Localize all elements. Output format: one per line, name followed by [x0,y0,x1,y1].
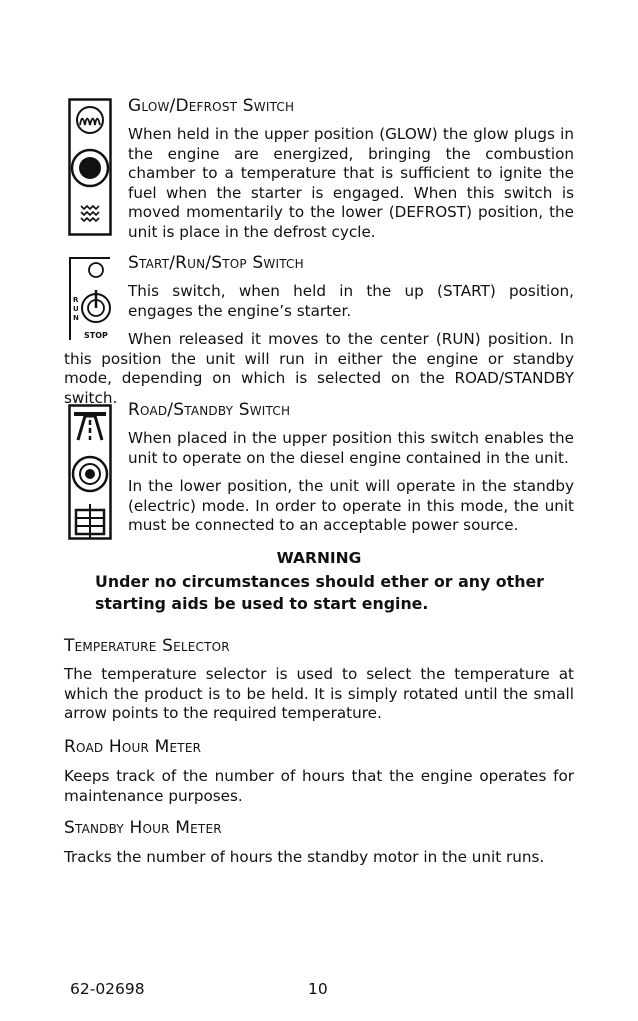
road-hour-meter-body: Keeps track of the number of hours that the engine operates for maintenance purposes. [64,767,574,805]
glow-defrost-switch-icon [68,98,112,236]
page-number: 10 [308,980,328,998]
start-run-stop-body-1: This switch, when held in the up (START) position, engages the engine’s starter. [128,282,574,320]
svg-text:STOP: STOP [84,331,108,340]
document-number: 62-02698 [70,980,145,998]
svg-text:U: U [73,305,79,313]
road-standby-body-2: In the lower position, the unit will operate in the standby (electric) mode. In order to operate in this mode, the unit must be connected to an acceptable power source. [128,477,574,534]
section-title-standby-hour-meter: Standby Hour Meter [64,818,222,838]
section-title-glow-defrost: Glow/Defrost Switch [128,96,295,116]
warning-body: Under no circumstances should ether or any other starting aids be used to start engine. [95,572,544,613]
svg-text:N: N [73,314,79,322]
temperature-selector-body: The temperature selector is used to select the temperature at which the product is to be held. It is simply rotated until the small arrow points to the required temperature. [64,665,574,722]
glow-defrost-body: When held in the upper position (GLOW) the glow plugs in the engine are energized, bringing the combustion chamber to a temperature that is sufficient to ignite the fuel when the starter is engaged. When this switch is moved momentarily to the lower (DEFROST) position, the unit is place in the defrost cycle. [128,125,574,241]
warning-title: WARNING [276,549,362,567]
section-title-road-hour-meter: Road Hour Meter [64,737,202,757]
standby-hour-meter-body: Tracks the number of hours the standby motor in the unit runs. [64,848,545,866]
svg-text:R: R [73,296,79,304]
section-title-road-standby: Road/Standby Switch [128,400,291,420]
road-standby-switch-icon [68,404,112,540]
start-run-stop-body-2: When released it moves to the center (RUN) position. In this position the unit will run in either the engine or standby mode, depending on which is selected on the ROAD/STANDBY switch. [64,330,574,407]
road-standby-body-1: When placed in the upper position this switch enables the unit to operate on the diesel engine contained in the unit. [128,429,574,467]
section-title-start-run-stop: Start/Run/Stop Switch [128,253,304,273]
section-title-temperature-selector: Temperature Selector [64,636,230,656]
